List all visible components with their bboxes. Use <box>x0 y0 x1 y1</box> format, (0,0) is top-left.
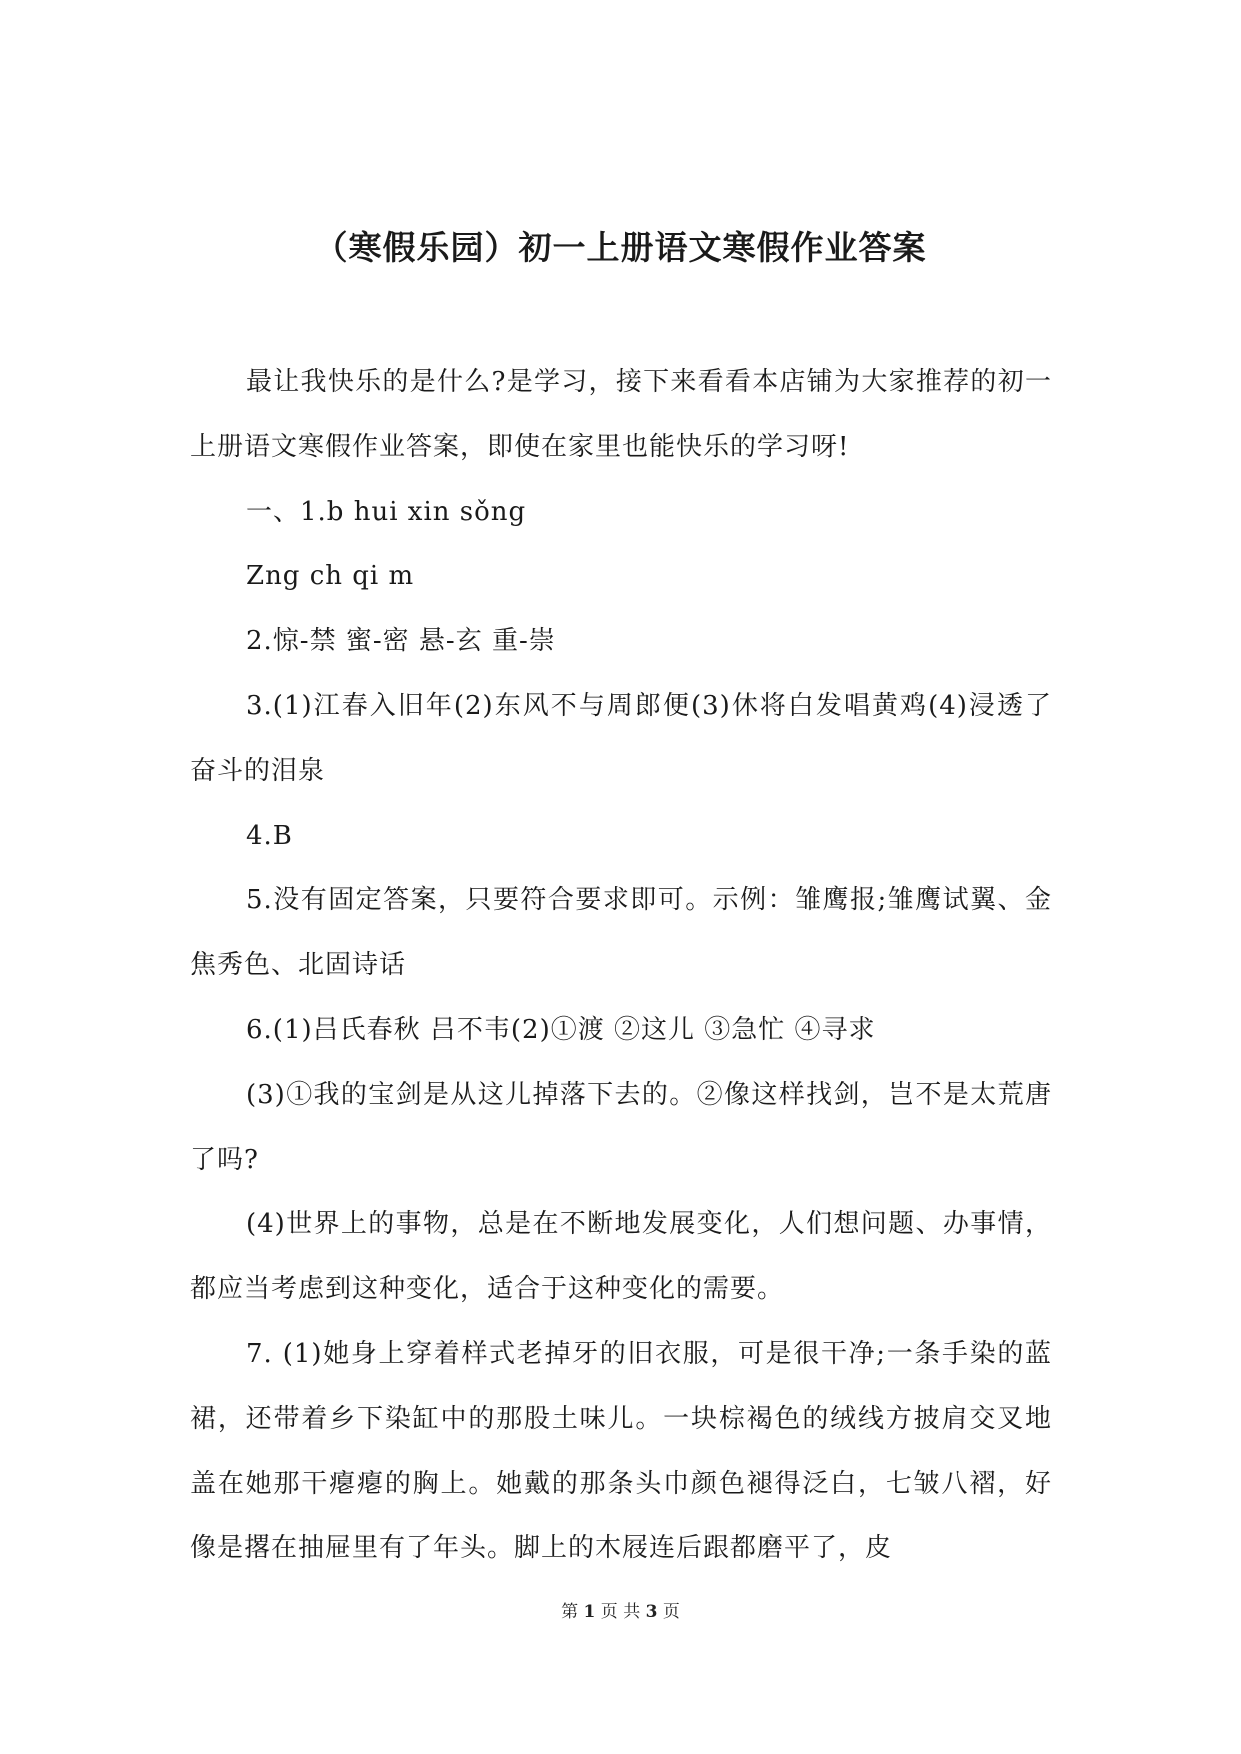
footer-suffix: 页 <box>662 1602 680 1622</box>
paragraph-answer-2: 2.惊-禁 蜜-密 悬-玄 重-崇 <box>246 626 556 657</box>
footer-prefix: 第 <box>561 1602 579 1622</box>
paragraph-answer-7: 7. (1)她身上穿着样式老掉牙的旧衣服，可是很干净;一条手染的蓝裙，还带着乡下染缸中的那股土味儿。一块棕褐色的绒线方披肩交叉地盖在她那干瘪瘪的胸上。她戴的那条头巾颜色褪得泛白，七皱八褶，好像是撂在抽屉里有了年头。脚上的木屐连后跟都磨平了，皮 <box>190 1338 1052 1564</box>
paragraph-answer-1-pinyin: 一、1.b hui xin sǒng <box>246 496 527 527</box>
document-title: （寒假乐园）初一上册语文寒假作业答案 <box>314 228 927 267</box>
paragraph-answer-6-4: (4)世界上的事物，总是在不断地发展变化，人们想问题、办事情，都应当考虑到这种变化，适合于这种变化的需要。 <box>190 1209 1052 1305</box>
paragraph-answer-6: 6.(1)吕氏春秋 吕不韦(2)①渡 ②这儿 ③急忙 ④寻求 <box>246 1014 876 1045</box>
paragraph-answer-3: 3.(1)江春入旧年(2)东风不与周郎便(3)休将白发唱黄鸡(4)浸透了奋斗的泪泉 <box>190 690 1052 786</box>
page-footer <box>0 1600 1241 1624</box>
paragraph-answer-1-pinyin-cont: Zng ch qi m <box>246 561 415 592</box>
paragraph-answer-6-3: (3)①我的宝剑是从这儿掉落下去的。②像这样找剑，岂不是太荒唐了吗? <box>190 1079 1052 1175</box>
footer-current-page: 1 <box>583 1602 596 1622</box>
paragraph-answer-5: 5.没有固定答案，只要符合要求即可。示例：雏鹰报;雏鹰试翼、金焦秀色、北固诗话 <box>190 885 1052 981</box>
document-body <box>190 350 1052 1581</box>
footer-total-pages: 3 <box>645 1602 658 1622</box>
paragraph-answer-4: 4.B <box>246 820 293 851</box>
footer-middle: 页 共 <box>600 1602 641 1622</box>
paragraph-intro: 最让我快乐的是什么?是学习，接下来看看本店铺为大家推荐的初一上册语文寒假作业答案，即使在家里也能快乐的学习呀! <box>190 367 1052 462</box>
